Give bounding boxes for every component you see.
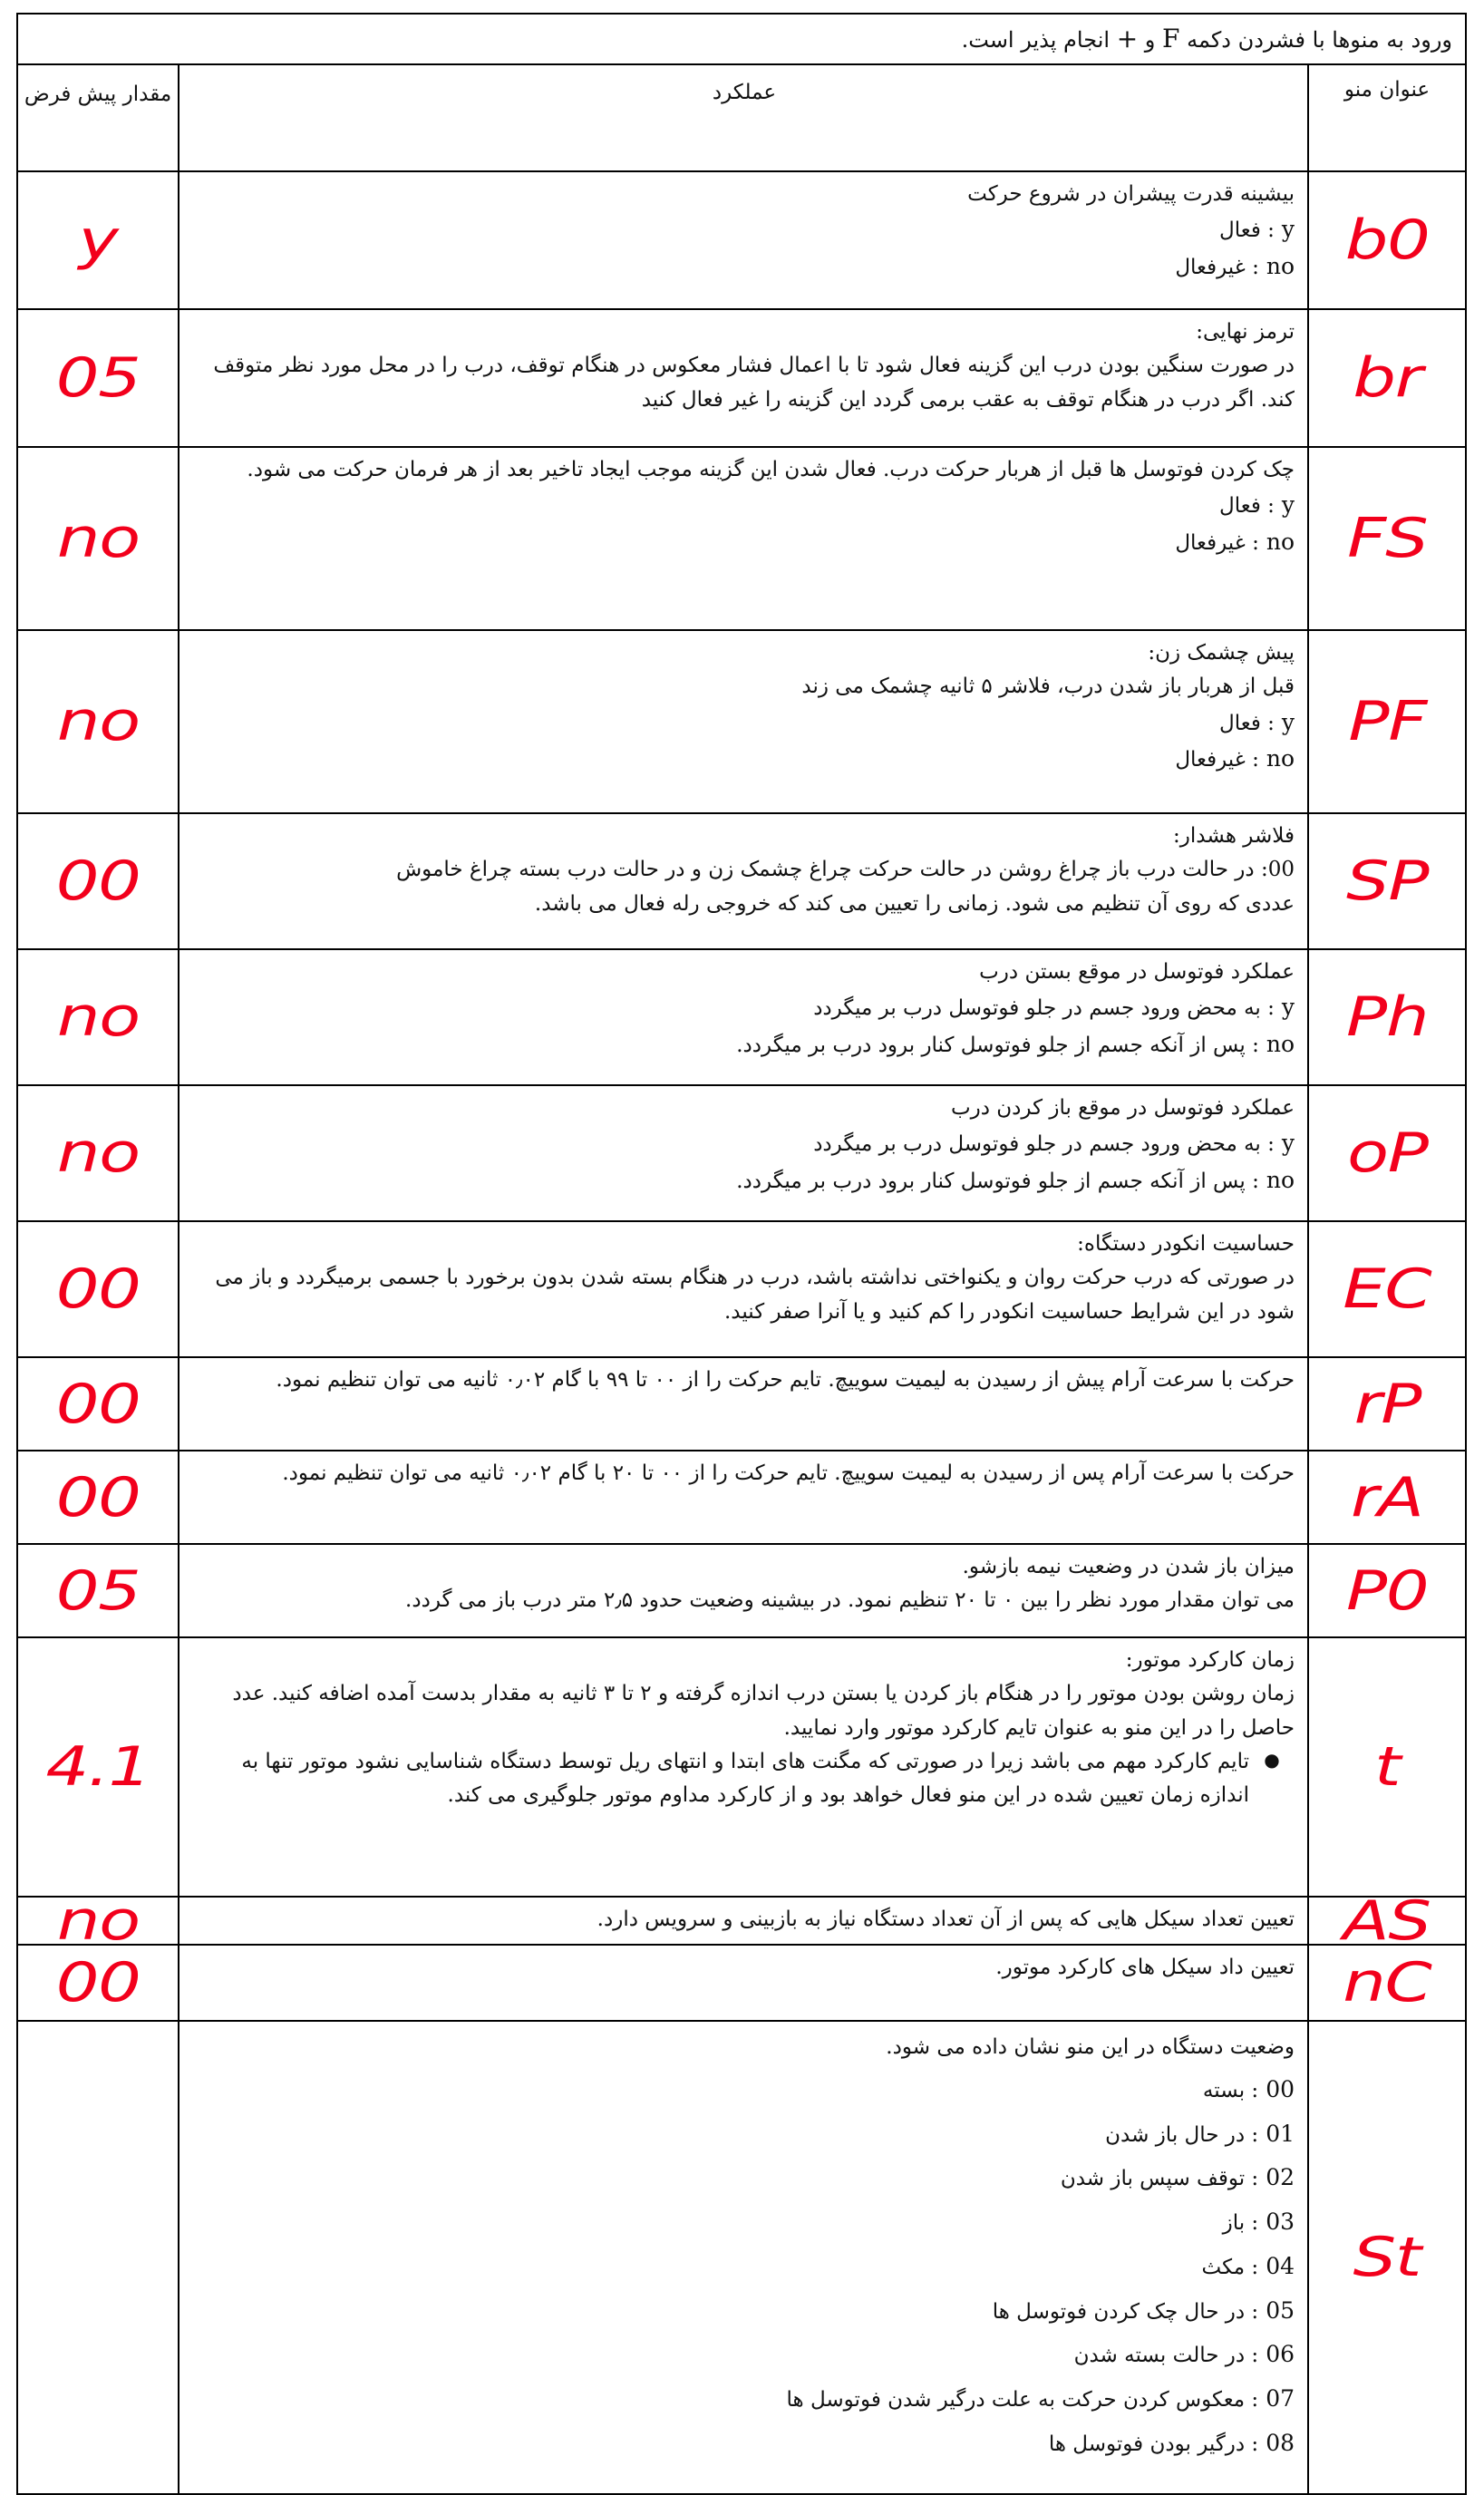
default-value-cell xyxy=(18,1086,179,1220)
option-item xyxy=(194,704,1295,742)
menu-row-ra xyxy=(18,1451,1465,1545)
menu-code-cell xyxy=(1307,448,1465,629)
default-value: no xyxy=(56,1121,140,1185)
menu-code-cell xyxy=(1307,1638,1465,1896)
option-item xyxy=(194,2333,1295,2377)
function-cell xyxy=(179,1222,1307,1356)
default-value: no xyxy=(56,690,140,753)
default-value-cell xyxy=(18,950,179,1084)
function-cell xyxy=(179,448,1307,629)
option-key: no xyxy=(1266,1166,1295,1193)
default-value-cell xyxy=(18,310,179,446)
function-text: عملکرد فوتوسل در موقع باز کردن درب xyxy=(950,1096,1295,1120)
default-value: 05 xyxy=(55,346,141,410)
menu-row-rp xyxy=(18,1358,1465,1451)
header-function-cell xyxy=(179,65,1307,170)
menu-code: br xyxy=(1353,346,1421,410)
function-text: چک کردن فوتوسل ها قبل از هربار حرکت درب. فعال شدن این گزینه موجب ایجاد تاخیر بعد از هر فرمان حرکت می شود. xyxy=(247,458,1295,481)
option-key: 06 xyxy=(1266,2341,1295,2368)
menu-code: St xyxy=(1353,2226,1421,2289)
function-text: حرکت با سرعت آرام پیش از رسیدن به لیمیت سوییچ. تایم حرکت را از ۰۰ تا ۹۹ با گام ۰٫۰۲ ثانیه می توان تنظیم نمود. xyxy=(276,1368,1295,1392)
default-value-cell xyxy=(18,631,179,812)
menu-row-b0 xyxy=(18,172,1465,310)
menu-code-cell xyxy=(1307,814,1465,948)
menu-code: SP xyxy=(1345,849,1429,913)
option-text: : در حال باز شدن xyxy=(1105,2122,1259,2147)
option-text: : مکث xyxy=(1201,2255,1259,2279)
menu-code: P0 xyxy=(1345,1558,1429,1623)
option-key: 05 xyxy=(1266,2296,1295,2324)
option-text: : به محض ورود جسم در جلو فوتوسل درب بر میگردد xyxy=(813,1132,1275,1157)
menu-row-nc xyxy=(18,1946,1465,2022)
default-value: no xyxy=(56,985,140,1049)
option-text: : درگیر بودن فوتوسل ها xyxy=(1048,2432,1259,2456)
menu-code-cell xyxy=(1307,310,1465,446)
menu-row-st xyxy=(18,2022,1465,2493)
option-item xyxy=(194,1026,1295,1063)
default-value-cell xyxy=(18,2022,179,2493)
function-text: زمان روشن بودن موتور را در هنگام باز کردن یا بستن درب اندازه گرفته و ۲ تا ۳ ثانیه به مقدار بدست آمده اضافه کنید. عدد حاصل را در این منو به عنوان تایم کارکرد موتور وارد نمایید. xyxy=(232,1682,1295,1740)
option-key: y xyxy=(1281,491,1295,519)
default-value: 00 xyxy=(55,1951,141,2014)
default-value-cell xyxy=(18,1222,179,1356)
header-default-value: مقدار پیش فرض xyxy=(24,83,172,106)
option-key: no xyxy=(1266,528,1295,555)
option-key: 00 xyxy=(1266,2075,1295,2102)
option-text: : توقف سپس باز شدن xyxy=(1060,2167,1259,2191)
menu-code: nC xyxy=(1343,1951,1431,2014)
default-value-cell xyxy=(18,1638,179,1896)
menu-code: rA xyxy=(1351,1465,1423,1529)
default-value-cell xyxy=(18,1451,179,1543)
menu-code-cell xyxy=(1307,1451,1465,1543)
function-cell xyxy=(179,631,1307,812)
function-text: فلاشر هشدار: xyxy=(1173,824,1295,848)
option-text: : غیرفعال xyxy=(1175,530,1259,555)
menu-code: oP xyxy=(1346,1121,1428,1185)
option-text: : پس از آنکه جسم از جلو فوتوسل کنار برود درب بر میگردد. xyxy=(736,1033,1259,1057)
default-value-cell xyxy=(18,1888,179,1953)
menu-row-as xyxy=(18,1888,1465,1953)
default-value: 00 xyxy=(55,1465,141,1529)
function-text: عددی که روی آن تنظیم می شود. زمانی را تعیین می کند که خروجی رله فعال می باشد. xyxy=(534,891,1295,916)
function-cell xyxy=(179,1545,1307,1636)
function-text: وضعیت دستگاه در این منو نشان داده می شود. xyxy=(886,2035,1295,2059)
menu-code-cell xyxy=(1307,950,1465,1084)
default-value-cell xyxy=(18,172,179,308)
menu-row-p0 xyxy=(18,1545,1465,1638)
option-key: y xyxy=(1281,708,1295,735)
option-text: : به محض ورود جسم در جلو فوتوسل درب بر میگردد xyxy=(813,996,1275,1021)
function-text: در صورت سنگین بودن درب این گزینه فعال شود تا با اعمال فشار معکوس در هنگام توقف، درب را در محل مورد نظر متوقف کند. اگر درب در هنگام توقف به عقب برمی گردد این گزینه را غیر فعال کنید xyxy=(213,354,1295,412)
option-key: y xyxy=(1281,216,1295,243)
function-text: در صورتی که درب حرکت روان و یکنواختی نداشته باشد، درب در هنگام بسته شدن بدون برخورد با جسمی برمیگردد و باز می شود در این شرایط حساسیت انکودر را کم کنید و یا آنرا صفر کنید. xyxy=(215,1266,1295,1324)
function-text: تعیین تعداد سیکل هایی که پس از آن تعداد دستگاه نیاز به بازبینی و سرویس دارد. xyxy=(597,1908,1295,1931)
default-value: y xyxy=(78,209,118,272)
option-key: y xyxy=(1281,994,1295,1021)
function-text: ترمز نهایی: xyxy=(1196,320,1295,344)
default-value-cell xyxy=(18,1545,179,1636)
function-text: پیش چشمک زن: xyxy=(1148,641,1295,665)
option-item xyxy=(194,211,1295,248)
option-item xyxy=(194,2422,1295,2466)
menu-code: PF xyxy=(1348,690,1426,753)
option-item xyxy=(194,2112,1295,2157)
option-key: no xyxy=(1266,252,1295,279)
menu-row-sp xyxy=(18,814,1465,950)
header-function: عملکرد xyxy=(712,81,777,104)
menu-code-cell xyxy=(1307,1086,1465,1220)
option-key: no xyxy=(1266,745,1295,772)
option-item xyxy=(194,248,1295,286)
header-row xyxy=(18,65,1465,172)
menu-code-cell xyxy=(1307,1358,1465,1450)
function-text: حساسیت انکودر دستگاه: xyxy=(1077,1232,1295,1256)
menu-code-cell xyxy=(1307,1888,1465,1953)
menu-code-cell xyxy=(1307,1946,1465,2020)
option-item xyxy=(194,1125,1295,1162)
option-text: : فعال xyxy=(1219,218,1275,243)
menu-code-cell xyxy=(1307,2022,1465,2493)
option-key: 01 xyxy=(1266,2120,1295,2147)
option-key: 08 xyxy=(1266,2429,1295,2456)
menu-row-fs xyxy=(18,448,1465,631)
option-key: 07 xyxy=(1266,2385,1295,2412)
option-text: : غیرفعال xyxy=(1175,255,1259,279)
menu-code-cell xyxy=(1307,1545,1465,1636)
menu-row-pf xyxy=(18,631,1465,814)
function-cell xyxy=(179,2022,1307,2493)
option-key: 03 xyxy=(1266,2209,1295,2236)
option-item xyxy=(194,2068,1295,2112)
function-cell xyxy=(179,1638,1307,1896)
option-key: 02 xyxy=(1266,2164,1295,2191)
header-default-cell xyxy=(18,65,179,170)
intro-text-2: انجام پذیر است. xyxy=(961,27,1117,53)
default-value-cell xyxy=(18,448,179,629)
option-item xyxy=(194,1162,1295,1199)
option-item xyxy=(194,524,1295,561)
default-value-cell xyxy=(18,1358,179,1450)
default-value: 4.1 xyxy=(45,1735,150,1799)
option-key: no xyxy=(1266,1030,1295,1057)
option-text: : در حالت بسته شدن xyxy=(1073,2344,1259,2368)
key-plus: + xyxy=(1116,24,1139,53)
menu-code: AS xyxy=(1343,1888,1431,1953)
option-item xyxy=(194,2377,1295,2422)
option-item xyxy=(194,989,1295,1026)
header-menu-title: عنوان منو xyxy=(1343,78,1431,102)
intro-and: و xyxy=(1138,27,1163,53)
menu-code: t xyxy=(1373,1735,1401,1799)
bullet-dot-icon: ● xyxy=(1264,1748,1280,1771)
option-text: : در حال چک کردن فوتوسل ها xyxy=(992,2299,1259,2324)
default-value: 00 xyxy=(55,849,141,913)
intro-text-1: ورود به منوها با فشردن دکمه xyxy=(1179,27,1452,53)
default-value: no xyxy=(56,1888,140,1953)
function-cell xyxy=(179,1898,1307,1944)
bullet-note xyxy=(194,1745,1295,1813)
intro-line xyxy=(18,15,1465,65)
option-text: : بسته xyxy=(1202,2078,1259,2102)
function-cell xyxy=(179,1086,1307,1220)
default-value: 00 xyxy=(55,1257,141,1321)
menu-code: EC xyxy=(1343,1257,1431,1321)
menu-code-cell xyxy=(1307,172,1465,308)
default-value: 05 xyxy=(55,1558,141,1623)
option-text: : فعال xyxy=(1219,711,1275,735)
option-text: : پس از آنکه جسم از جلو فوتوسل کنار برود درب بر میگردد. xyxy=(736,1169,1259,1193)
function-cell xyxy=(179,1451,1307,1543)
function-text: میزان باز شدن در وضعیت نیمه بازشو. xyxy=(962,1555,1295,1578)
option-key: y xyxy=(1281,1130,1295,1157)
option-text: : باز xyxy=(1222,2211,1259,2236)
function-text: زمان کارکرد موتور: xyxy=(1125,1648,1295,1672)
option-text: : معکوس کردن حرکت به علت درگیر شدن فوتوسل ها xyxy=(786,2388,1259,2412)
default-value: 00 xyxy=(55,1372,141,1436)
menu-code: b0 xyxy=(1344,209,1430,272)
function-cell xyxy=(179,1946,1307,2020)
menu-row-op xyxy=(18,1086,1465,1222)
default-value: no xyxy=(56,507,140,570)
key-f: F xyxy=(1162,24,1180,53)
function-cell xyxy=(179,950,1307,1084)
header-menu-title-cell xyxy=(1307,65,1465,170)
option-item xyxy=(194,2289,1295,2334)
menu-code: Ph xyxy=(1345,985,1429,1049)
menu-code: FS xyxy=(1346,507,1428,570)
menu-row-t xyxy=(18,1638,1465,1898)
function-cell xyxy=(179,1358,1307,1450)
option-item xyxy=(194,487,1295,524)
menu-code-cell xyxy=(1307,631,1465,812)
option-item xyxy=(194,2245,1295,2289)
option-item xyxy=(194,2200,1295,2245)
function-cell xyxy=(179,310,1307,446)
menu-table xyxy=(16,13,1467,2495)
menu-row-br xyxy=(18,310,1465,448)
function-text: تعیین داد سیکل های کارکرد موتور. xyxy=(995,1956,1295,1979)
option-text: : فعال xyxy=(1219,494,1275,519)
function-text: حرکت با سرعت آرام پس از رسیدن به لیمیت سوییچ. تایم حرکت را از ۰۰ تا ۲۰ با گام ۰٫۰۲ ثانیه می توان تنظیم نمود. xyxy=(282,1461,1295,1485)
default-value-cell xyxy=(18,814,179,948)
menu-code: rP xyxy=(1353,1372,1421,1436)
function-text: 00: در حالت درب باز چراغ روشن در حالت حرکت چراغ چشمک زن و در حالت درب بسته چراغ خاموش xyxy=(396,858,1295,882)
function-cell xyxy=(179,814,1307,948)
function-text: قبل از هربار باز شدن درب، فلاشر ۵ ثانیه چشمک می زند xyxy=(801,675,1295,699)
menu-row-ec xyxy=(18,1222,1465,1358)
option-item xyxy=(194,741,1295,778)
menu-code-cell xyxy=(1307,1222,1465,1356)
bullet-text: تایم کارکرد مهم می باشد زیرا در صورتی که مگنت های ابتدا و انتهای ریل توسط دستگاه شناسایی نشود موتور تنها به اندازه زمان تعیین شده در این منو فعال خواهد بود و از کارکرد مداوم موتور جلوگیری می کند. xyxy=(241,1749,1249,1807)
function-text: می توان مقدار مورد نظر را بین ۰ تا ۲۰ تنظیم نمود. در بیشینه وضعیت حدود ۲٫۵ متر درب باز می گردد. xyxy=(405,1588,1295,1613)
option-key: 04 xyxy=(1266,2252,1295,2279)
option-item xyxy=(194,2156,1295,2200)
function-cell xyxy=(179,172,1307,308)
menu-row-ph xyxy=(18,950,1465,1086)
default-value-cell xyxy=(18,1946,179,2020)
function-text: عملکرد فوتوسل در موقع بستن درب xyxy=(979,960,1295,984)
function-text: بیشینه قدرت پیشران در شروع حرکت xyxy=(967,182,1295,206)
option-text: : غیرفعال xyxy=(1175,748,1259,772)
